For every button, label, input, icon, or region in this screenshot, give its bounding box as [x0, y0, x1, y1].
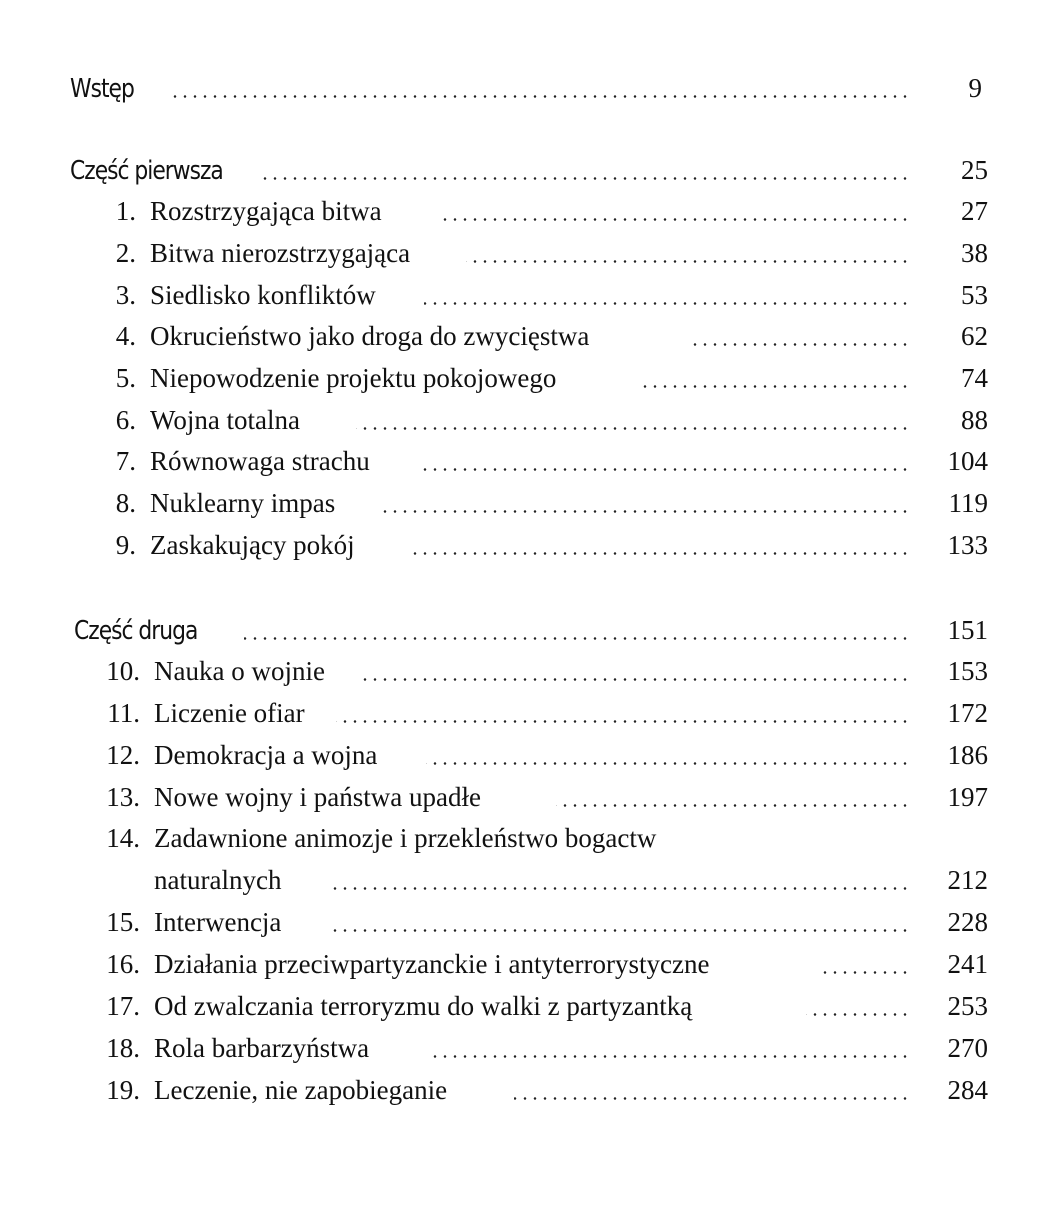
chapter-number: 1. [115, 196, 136, 226]
page-number: 253 [947, 991, 988, 1021]
toc-chapter-continuation [0, 862, 1048, 902]
page-number: 241 [947, 949, 988, 979]
dot-leader [466, 260, 910, 263]
chapter-title: Nowe wojny i państwa upadłe [154, 782, 481, 812]
chapter-number: 2. [115, 238, 136, 268]
page-number: 133 [947, 530, 988, 560]
chapter-title: Rola barbarzyństwa [154, 1033, 370, 1063]
toc-chapter [0, 318, 1048, 358]
chapter-title: Rozstrzygająca bitwa [150, 196, 382, 226]
toc-entry-intro [0, 70, 1048, 110]
chapter-number: 16. [106, 949, 140, 979]
toc-chapter [0, 653, 1048, 693]
chapter-title: Niepowodzenie projektu pokojowego [150, 363, 557, 393]
chapter-number: 14. [106, 823, 140, 853]
chapter-title: Nuklearny impas [150, 488, 336, 518]
chapter-title: Nauka o wojnie [154, 656, 325, 686]
chapter-number: 8. [115, 488, 136, 518]
chapter-number: 17. [106, 991, 140, 1021]
chapter-title: Od zwalczania terroryzmu do walki z partyzantką [154, 991, 693, 1021]
toc-chapter [0, 1030, 1048, 1070]
chapter-number: 11. [107, 698, 140, 728]
toc-chapter [0, 360, 1048, 400]
dot-leader [806, 1013, 910, 1016]
chapter-number: 18. [106, 1033, 140, 1063]
dot-leader [328, 887, 910, 890]
toc-chapter [0, 277, 1048, 317]
chapter-title: Okrucieństwo jako droga do zwycięstwa [150, 321, 590, 351]
dot-leader [556, 804, 910, 807]
dot-leader [362, 678, 910, 681]
page-number: 88 [961, 405, 988, 435]
page-number: 25 [961, 155, 988, 185]
toc-chapter [0, 443, 1048, 483]
part-one-label: Część pierwsza [70, 156, 223, 186]
toc-part-heading [0, 152, 1048, 192]
page-number: 27 [961, 196, 988, 226]
toc-chapter [0, 1072, 1048, 1112]
chapter-number: 3. [115, 280, 136, 310]
toc-chapter [0, 695, 1048, 735]
page-number: 172 [947, 698, 988, 728]
dot-leader [412, 552, 910, 555]
toc-chapter [0, 485, 1048, 525]
chapter-number: 7. [115, 446, 136, 476]
chapter-title-continuation: naturalnych [154, 865, 282, 895]
dot-leader [336, 720, 910, 723]
chapter-title: Zaskakujący pokój [150, 530, 355, 560]
page-number: 62 [961, 321, 988, 351]
intro-label: Wstęp [70, 74, 134, 104]
chapter-number: 4. [115, 321, 136, 351]
dot-leader [690, 343, 910, 346]
chapter-number: 15. [106, 907, 140, 937]
page-number: 270 [947, 1033, 988, 1063]
dot-leader [514, 1097, 910, 1100]
page-number: 38 [961, 238, 988, 268]
dot-leader [640, 385, 910, 388]
dot-leader [382, 510, 910, 513]
chapter-title: Siedlisko konfliktów [150, 280, 376, 310]
chapter-title: Demokracja a wojna [154, 740, 378, 770]
toc-part-heading [0, 612, 1048, 652]
toc-chapter [0, 988, 1048, 1028]
dot-leader [430, 1055, 910, 1058]
toc-chapter [0, 235, 1048, 275]
page-number: 284 [947, 1075, 988, 1105]
toc-chapter [0, 820, 1048, 860]
dot-leader [262, 177, 910, 180]
chapter-title: Równowaga strachu [150, 446, 370, 476]
page-number: 151 [947, 615, 988, 645]
page-number: 186 [947, 740, 988, 770]
chapter-number: 13. [106, 782, 140, 812]
chapter-title: Interwencja [154, 907, 282, 937]
dot-leader [356, 427, 910, 430]
page-number: 74 [961, 363, 988, 393]
page-number: 153 [947, 656, 988, 686]
chapter-title: Działania przeciwpartyzanckie i antyterrorystyczne [154, 949, 710, 979]
toc-chapter [0, 904, 1048, 944]
dot-leader [424, 302, 910, 305]
toc-chapter [0, 737, 1048, 777]
toc-chapter [0, 779, 1048, 819]
part-two-label: Część druga [74, 616, 198, 646]
chapter-title: Bitwa nierozstrzygająca [150, 238, 411, 268]
chapter-number: 10. [106, 656, 140, 686]
page-number: 228 [947, 907, 988, 937]
page-number: 104 [947, 446, 988, 476]
chapter-title: Zadawnione animozje i przekleństwo bogactw [154, 823, 657, 853]
page-number: 53 [961, 280, 988, 310]
chapter-number: 5. [115, 363, 136, 393]
chapter-number: 12. [106, 740, 140, 770]
dot-leader [438, 218, 910, 221]
page-number: 212 [947, 865, 988, 895]
page-number: 119 [948, 488, 988, 518]
toc-chapter [0, 946, 1048, 986]
toc-chapter [0, 527, 1048, 567]
chapter-title: Liczenie ofiar [154, 698, 305, 728]
toc-chapter [0, 193, 1048, 233]
chapter-number: 19. [106, 1075, 140, 1105]
toc-chapter [0, 402, 1048, 442]
page-number: 197 [947, 782, 988, 812]
dot-leader [244, 637, 910, 640]
chapter-title: Leczenie, nie zapobieganie [154, 1075, 448, 1105]
chapter-title: Wojna totalna [150, 405, 301, 435]
dot-leader [422, 468, 910, 471]
chapter-number: 6. [115, 405, 136, 435]
chapter-number: 9. [115, 530, 136, 560]
dot-leader [328, 929, 910, 932]
page-number: 9 [968, 73, 982, 103]
dot-leader [822, 971, 910, 974]
dot-leader [172, 95, 910, 98]
dot-leader [426, 762, 910, 765]
